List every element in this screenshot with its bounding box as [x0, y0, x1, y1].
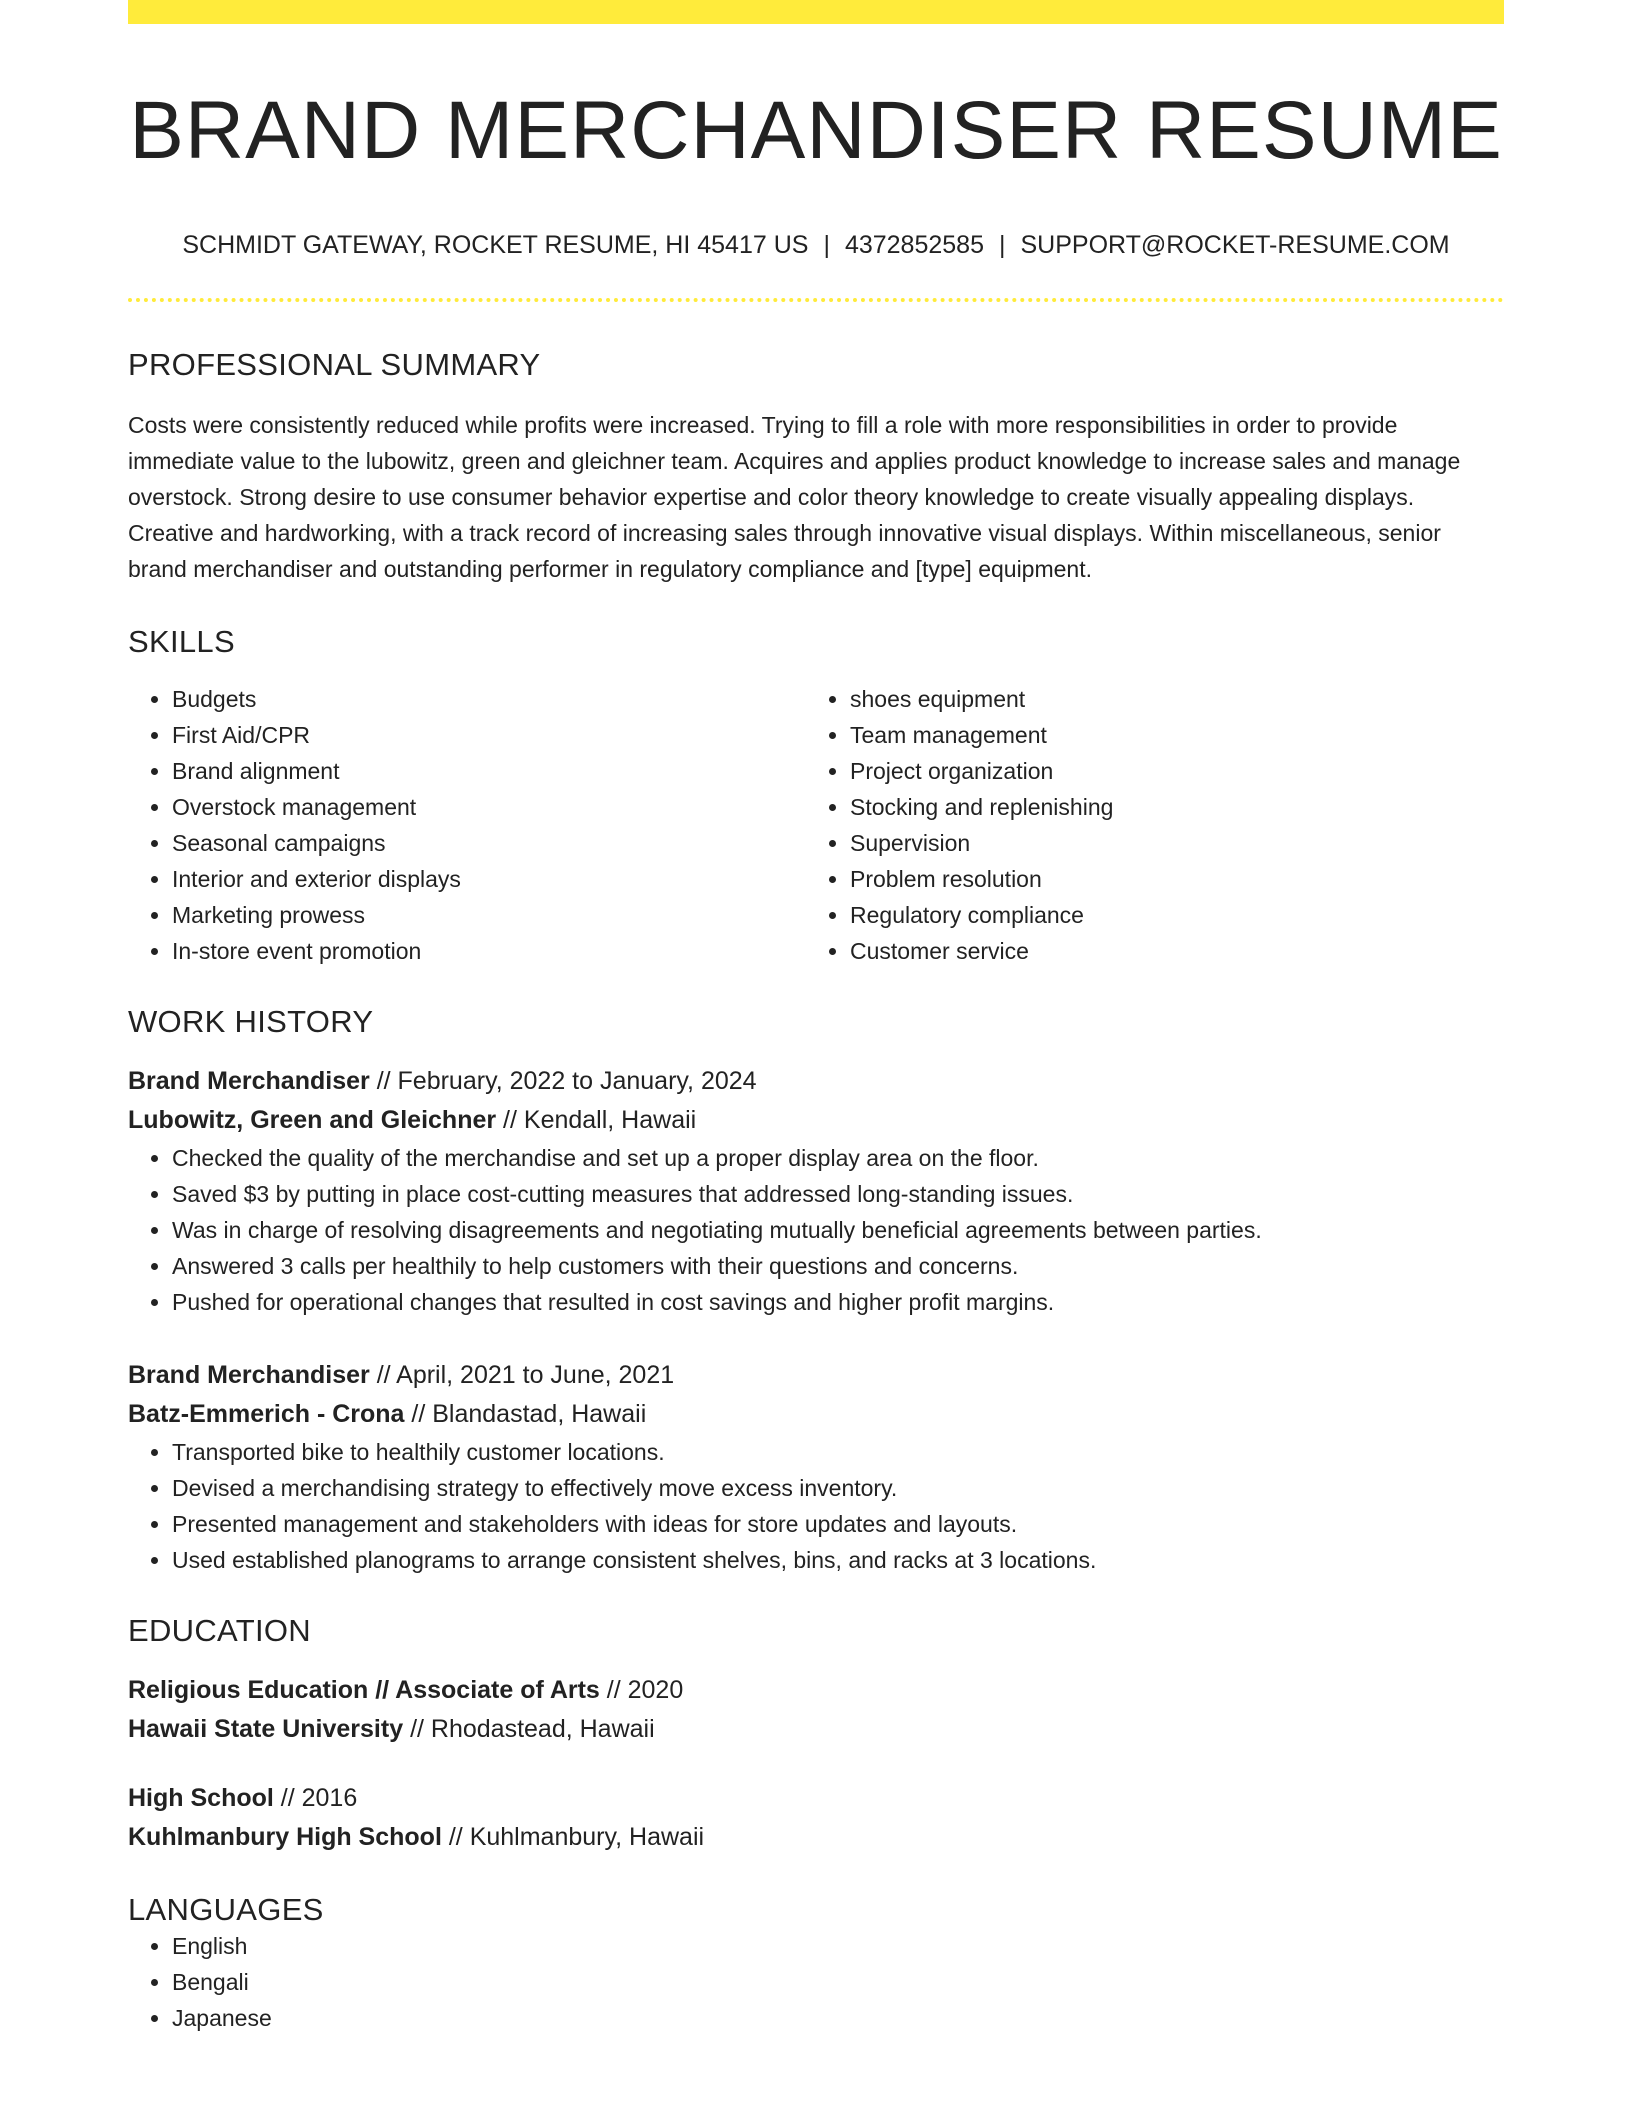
- skill-item: • Stocking and replenishing: [850, 789, 1113, 825]
- job-bullets: [128, 1434, 1504, 1578]
- language-item: • Bengali: [172, 1964, 1504, 2000]
- school: Kuhlmanbury High School: [128, 1823, 442, 1852]
- job-location: // Kendall, Hawaii: [496, 1105, 697, 1134]
- resume-page: [128, 0, 1504, 2036]
- skills-column-1: [128, 681, 806, 969]
- skill-item: • Problem resolution: [850, 861, 1113, 897]
- skill-item: • Overstock management: [172, 789, 806, 825]
- education-heading: EDUCATION: [128, 1612, 311, 1648]
- skill-item: • Interior and exterior displays: [172, 861, 806, 897]
- summary-text: Costs were consistently reduced while profits were increased. Trying to fill a role with more responsibilities in order to provide immediate value to the lubowitz, green and gleichner team. Acquires and applies product knowledge to increase sales and manage overstock. Strong desire to use consumer behavior expertise and color theory knowledge to create visually appealing displays. Creative and hardworking, with a track record of increasing sales through innovative visual displays. Within miscellaneous, senior brand merchandiser and outstanding performer in regulatory compliance and [type] equipment.: [128, 412, 1461, 583]
- degree: Religious Education // Associate of Arts: [128, 1676, 600, 1705]
- job-bullet: • Answered 3 calls per healthily to help customers with their questions and concerns.: [172, 1248, 1504, 1284]
- job-bullet: • Pushed for operational changes that resulted in cost savings and higher profit margins.: [172, 1284, 1504, 1320]
- job-title-line: [128, 1062, 1504, 1101]
- email: SUPPORT@ROCKET-RESUME.COM: [1020, 231, 1450, 260]
- job-bullet: • Was in charge of resolving disagreements and negotiating mutually beneficial agreements between parties.: [172, 1212, 1504, 1248]
- skills-list: [128, 681, 1504, 969]
- job-bullet: • Used established planograms to arrange consistent shelves, bins, and racks at 3 locations.: [172, 1542, 1504, 1578]
- contact-line: [128, 230, 1504, 260]
- job-bullet: • Saved $3 by putting in place cost-cutting measures that addressed long-standing issues.: [172, 1176, 1504, 1212]
- job-dates: // February, 2022 to January, 2024: [369, 1066, 757, 1095]
- skill-item: • Budgets: [172, 681, 806, 717]
- work-history-heading: WORK HISTORY: [128, 1003, 374, 1039]
- resume-title: BRAND MERCHANDISER RESUME: [129, 85, 1503, 176]
- skill-item: • Seasonal campaigns: [172, 825, 806, 861]
- job-company-line: [128, 1101, 1504, 1140]
- degree-line: [128, 1671, 1504, 1710]
- languages-list: [128, 1928, 1504, 2036]
- job-title: Brand Merchandiser: [128, 1066, 370, 1095]
- job-bullet: • Checked the quality of the merchandise and set up a proper display area on the floor.: [172, 1140, 1504, 1176]
- education-entry: [128, 1671, 1504, 1749]
- skill-item: • shoes equipment: [850, 681, 1113, 717]
- job-bullet: • Transported bike to healthily customer locations.: [172, 1434, 1504, 1470]
- job-title: Brand Merchandiser: [128, 1360, 370, 1389]
- skill-item: • Project organization: [850, 753, 1113, 789]
- skill-item: • First Aid/CPR: [172, 717, 806, 753]
- skill-item: • Customer service: [850, 933, 1113, 969]
- school: Hawaii State University: [128, 1715, 404, 1744]
- job-entry: [128, 1062, 1504, 1320]
- language-item: • English: [172, 1928, 1504, 1964]
- job-bullet: • Devised a merchandising strategy to effectively move excess inventory.: [172, 1470, 1504, 1506]
- job-dates: // April, 2021 to June, 2021: [369, 1360, 675, 1389]
- job-bullet: • Presented management and stakeholders with ideas for store updates and layouts.: [172, 1506, 1504, 1542]
- school-location: // Kuhlmanbury, Hawaii: [441, 1823, 705, 1852]
- job-entry: [128, 1356, 1504, 1578]
- skills-heading: SKILLS: [128, 624, 235, 660]
- skill-item: • In-store event promotion: [172, 933, 806, 969]
- degree: High School: [128, 1784, 274, 1813]
- dotted-divider: [128, 298, 1504, 302]
- skill-item: • Brand alignment: [172, 753, 806, 789]
- skill-item: • Supervision: [850, 825, 1113, 861]
- skills-column-2: [806, 681, 1113, 969]
- job-title-line: [128, 1356, 1504, 1395]
- summary-heading: PROFESSIONAL SUMMARY: [128, 347, 541, 383]
- language-item: • Japanese: [172, 2000, 1504, 2036]
- accent-top-bar: [128, 0, 1504, 24]
- skill-item: • Marketing prowess: [172, 897, 806, 933]
- job-company: Batz-Emmerich - Crona: [128, 1399, 405, 1428]
- job-company: Lubowitz, Green and Gleichner: [128, 1105, 497, 1134]
- languages-heading: LANGUAGES: [128, 1892, 324, 1928]
- degree-year: // 2020: [599, 1676, 684, 1705]
- separator: |: [998, 231, 1006, 260]
- job-bullets: [128, 1140, 1504, 1320]
- school-location: // Rhodastead, Hawaii: [403, 1715, 655, 1744]
- school-line: [128, 1818, 1504, 1857]
- skill-item: • Regulatory compliance: [850, 897, 1113, 933]
- skill-item: • Team management: [850, 717, 1113, 753]
- job-company-line: [128, 1395, 1504, 1434]
- job-location: // Blandastad, Hawaii: [404, 1399, 647, 1428]
- education-entry: [128, 1779, 1504, 1857]
- phone: 4372852585: [844, 231, 984, 260]
- degree-year: // 2016: [273, 1784, 358, 1813]
- school-line: [128, 1710, 1504, 1749]
- separator: |: [823, 231, 830, 260]
- degree-line: [128, 1779, 1504, 1818]
- address: SCHMIDT GATEWAY, ROCKET RESUME, HI 45417 US: [182, 231, 809, 260]
